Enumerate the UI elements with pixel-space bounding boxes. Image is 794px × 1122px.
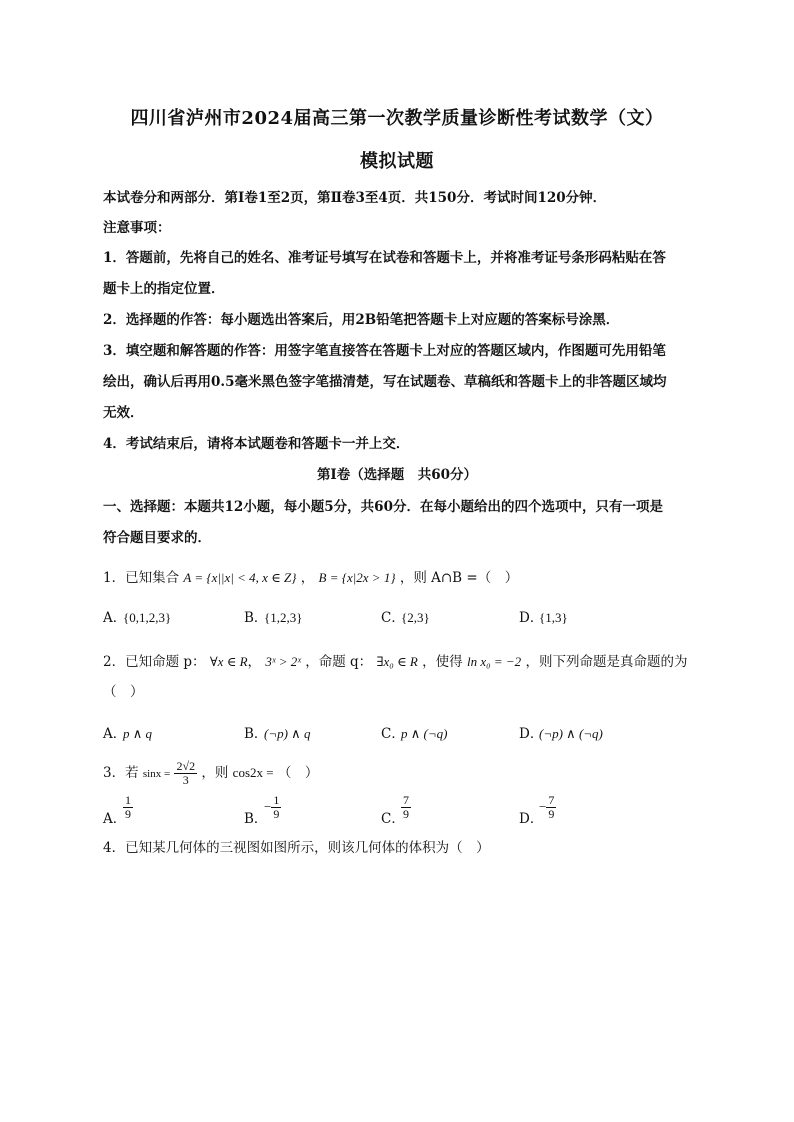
notice-1a: 1．答题前，先将自己的姓名、准考证号填写在试卷和答题卡上，并将准考证号条形码粘贴在答	[103, 250, 666, 266]
q3-option-b[interactable]	[244, 794, 281, 827]
notice-4: 4．考试结束后，请将本试题卷和答题卡一并上交．	[103, 436, 410, 452]
q2-option-c[interactable]	[381, 722, 447, 742]
fraction-denominator: 3	[182, 773, 189, 787]
notice-2: 2．选择题的作答：每小题选出答案后，用2B铅笔把答题卡上对应题的答案标号涂黑．	[103, 312, 620, 328]
intro-description: 本试卷分和两部分．第Ⅰ卷1至2页，第Ⅱ卷3至4页．共150分．考试时间120分钟．	[103, 190, 607, 206]
fraction-denominator: 9	[273, 807, 280, 821]
notice-heading: 注意事项：	[103, 220, 171, 236]
option-sign: −	[539, 799, 547, 814]
q2-suffix: ，则下列命题是真命题的为	[525, 654, 688, 670]
q3-paren: （ ）	[277, 765, 319, 781]
option-value: p ∧ (¬q)	[401, 726, 448, 741]
q3-prefix: 3．若	[103, 765, 139, 781]
question-2: 2．已知命题 p： ∀x ∈ R， 3ˣ > 2ˣ ，命题 q： ∃x₀ ∈ R ，使得 ln x₀ = −2 ，则下列命题是真命题的为	[103, 654, 688, 670]
option-label: D．	[519, 811, 544, 827]
option-value: (¬p) ∧ (¬q)	[539, 726, 603, 741]
option-value: {1,3}	[539, 610, 568, 625]
option-value: {1,2,3}	[264, 610, 303, 625]
option-value: (¬p) ∧ q	[264, 726, 311, 741]
notice-3a: 3．填空题和解答题的作答：用签字笔直接答在答题卡上对应的答题区域内，作图题可先用铅笔	[103, 343, 666, 359]
q2-inequality: 3ˣ > 2ˣ	[265, 654, 301, 669]
option-fraction	[546, 794, 556, 821]
fraction-denominator: 9	[548, 807, 555, 821]
section-title: 第Ⅰ卷（选择题 共60分）	[316, 467, 478, 483]
page-title: 四川省泸州市2024届高三第一次教学质量诊断性考试数学（文）	[130, 108, 664, 129]
q2-mid2: ，使得	[422, 654, 463, 670]
q3-option-c[interactable]	[381, 794, 411, 827]
fraction-denominator: 9	[125, 807, 131, 821]
option-value: {2,3}	[401, 610, 430, 625]
option-label: B．	[244, 811, 268, 827]
question-1	[103, 566, 703, 586]
fraction-numerator: 1	[125, 793, 131, 807]
q3-sin-lhs: sinx =	[142, 768, 171, 780]
option-label: A．	[103, 811, 127, 827]
q1-option-d[interactable]	[519, 606, 568, 626]
option-label: B．	[244, 610, 268, 626]
option-sign: −	[264, 799, 272, 814]
option-label: B．	[244, 726, 268, 742]
q1-set-a: A = {x||x| < 4, x ∈ Z}	[183, 570, 297, 585]
option-fraction	[123, 794, 133, 821]
q2-option-d[interactable]	[519, 722, 603, 742]
option-label: C．	[381, 610, 405, 626]
option-label: C．	[381, 811, 405, 827]
option-label: A．	[103, 610, 127, 626]
fraction-numerator: 7	[403, 793, 409, 807]
option-fraction	[401, 794, 411, 821]
q3-mid: ，则	[201, 765, 229, 781]
q2-exists: ∃x₀ ∈ R	[376, 654, 418, 669]
q3-sin-fraction	[174, 760, 197, 787]
section-instruction-b: 符合题目要求的．	[103, 530, 211, 546]
notice-1b: 题卡上的指定位置．	[103, 281, 225, 297]
fraction-numerator: 2√2	[176, 759, 196, 773]
section-instruction-a: 一、选择题：本题共12小题，每小题5分，共60分．在每小题给出的四个选项中，只有一项是	[103, 499, 663, 515]
question-3	[103, 760, 703, 787]
q1-ask: ，则 A∩B =（ ）	[399, 570, 519, 586]
option-fraction	[271, 794, 281, 821]
q1-option-c[interactable]	[381, 606, 430, 626]
notice-3c: 无效．	[103, 405, 144, 421]
q2-mid: ，命题 q：	[305, 654, 373, 670]
q2-option-a[interactable]	[103, 722, 152, 742]
option-label: A．	[103, 726, 127, 742]
q1-set-b: B = {x|2x > 1}	[318, 570, 396, 585]
q2-paren: （ ）	[103, 684, 144, 700]
fraction-numerator: 1	[273, 793, 280, 807]
q1-option-a[interactable]	[103, 606, 171, 626]
q2-option-b[interactable]	[244, 722, 310, 742]
q3-option-a[interactable]	[103, 794, 133, 827]
page-subtitle: 模拟试题	[360, 151, 434, 172]
q2-forall: ∀x ∈ R	[209, 654, 248, 669]
question-4: 4．已知某几何体的三视图如图所示，则该几何体的体积为（ ）	[103, 840, 490, 856]
option-label: D．	[519, 610, 544, 626]
q3-option-d[interactable]	[519, 794, 556, 827]
q3-cos: cos2x =	[232, 765, 274, 780]
option-label: D．	[519, 726, 544, 742]
notice-3b: 绘出，确认后再用0.5毫米黑色签字笔描清楚，写在试题卷、草稿纸和答题卡上的非答题区域均	[103, 374, 667, 390]
q2-prefix: 2．已知命题 p：	[103, 654, 206, 670]
q1-prefix: 1．已知集合	[103, 570, 180, 586]
fraction-numerator: 7	[548, 793, 555, 807]
option-value: p ∧ q	[123, 726, 153, 741]
q2-log-eq: ln x₀ = −2	[466, 654, 522, 669]
option-value: {0,1,2,3}	[123, 610, 172, 625]
option-label: C．	[381, 726, 405, 742]
q1-option-b[interactable]	[244, 606, 302, 626]
q1-comma: ，	[300, 570, 315, 586]
fraction-denominator: 9	[403, 807, 409, 821]
